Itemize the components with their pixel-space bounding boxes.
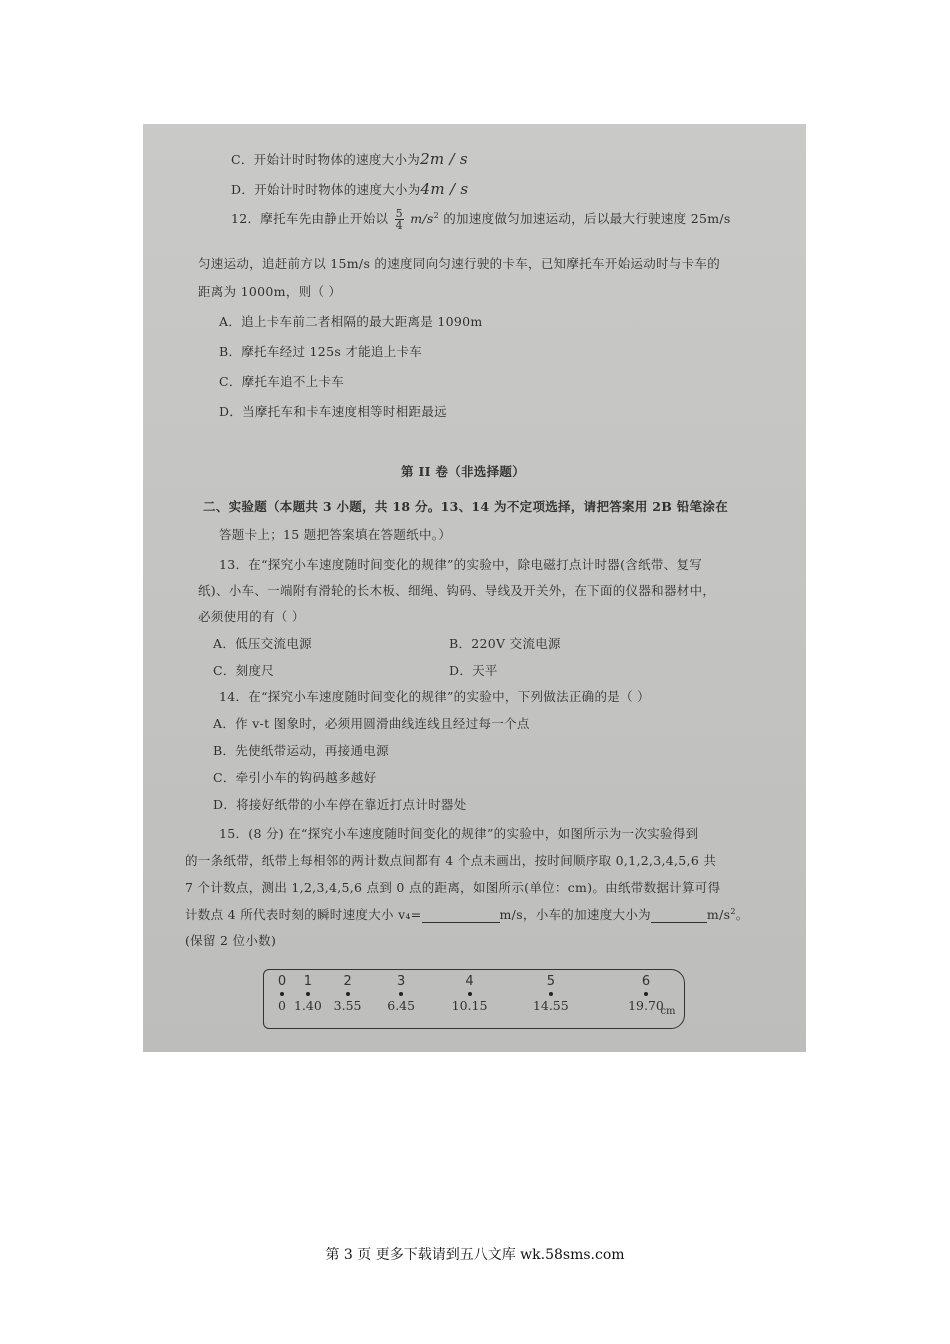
question-13-stem-line1: 13．在“探究小车速度随时间变化的规律”的实验中，除电磁打点计时器(含纸带、复写 xyxy=(219,557,703,572)
paper-tape-diagram xyxy=(263,969,685,1029)
question-11-option-d: D．开始计时时物体的速度大小为4m / s xyxy=(231,180,469,198)
section-2-instructions-line1: 二、实验题（本题共 3 小题，共 18 分。13、14 为不定项选择，请把答案用 2B 铅笔涂在 xyxy=(203,499,729,514)
question-15-stem-line1: 15．(8 分) 在“探究小车速度随时间变化的规律”的实验中，如图所示为一次实验得到 xyxy=(219,826,699,841)
answer-blank-acceleration xyxy=(651,907,707,923)
question-14-option-c: C．牵引小车的钩码越多越好 xyxy=(213,770,377,785)
tape-distance-value: 3.55 xyxy=(333,998,362,1013)
tape-point-label: 6 xyxy=(641,974,651,989)
tape-point-label: 4 xyxy=(465,974,474,989)
question-14-option-d: D．将接好纸带的小车停在靠近打点计时器处 xyxy=(213,797,467,812)
question-15-stem-line4: 计数点 4 所代表时刻的瞬时速度大小 v₄= m/s，小车的加速度大小为 $m/s^2$。 xyxy=(185,906,749,922)
tape-unit-label: cm xyxy=(660,1006,676,1017)
question-15-stem-line5: (保留 2 位小数) xyxy=(185,933,277,948)
tape-distance-value: 14.55 xyxy=(532,998,569,1013)
question-15-stem-line3: 7 个计数点，测出 1,2,3,4,5,6 点到 0 点的距离，如图所示(单位：cm)。由纸带数据计算可得 xyxy=(185,880,721,895)
tape-point-label: 2 xyxy=(343,974,352,989)
question-13-stem-line2: 纸)、小车、一端附有滑轮的长木板、细绳、钩码、导线及开关外，在下面的仪器和器材中， xyxy=(198,583,716,598)
tape-point-label: 1 xyxy=(303,974,312,989)
question-13-option-d: D．天平 xyxy=(449,663,498,678)
question-12-stem-line2: 匀速运动，追赶前方以 15m/s 的速度同向匀速行驶的卡车，已知摩托车开始运动时与卡车的 xyxy=(198,256,721,271)
question-12-stem-line1: 12．摩托车先由静止开始以 $\frac{5}{4}$ $m/s^2$ 的加速度做匀加速运动，后以最大行驶速度 25m/s xyxy=(231,207,731,232)
tape-point-label: 5 xyxy=(546,974,555,989)
question-12-stem-line3: 距离为 1000m，则（ ） xyxy=(198,284,342,299)
tape-distance-value: 19.70 xyxy=(628,998,664,1013)
question-12-option-a: A．追上卡车前二者相隔的最大距离是 1090m xyxy=(219,314,483,329)
acceleration-fraction: $\frac{5}{4}$ xyxy=(395,207,403,232)
question-13-option-b: B．220V 交流电源 xyxy=(449,636,561,651)
question-12-option-c: C．摩托车追不上卡车 xyxy=(219,374,345,389)
tape-dot xyxy=(280,992,284,996)
section-2-title: 第 II 卷（非选择题） xyxy=(401,464,525,479)
tape-distance-value: 0 xyxy=(278,998,286,1013)
question-12-option-d: D．当摩托车和卡车速度相等时相距最远 xyxy=(219,404,447,419)
tape-dot xyxy=(346,992,350,996)
tape-distance-value: 6.45 xyxy=(387,998,416,1013)
tape-dot xyxy=(468,992,472,996)
question-15-stem-line2: 的一条纸带，纸带上每相邻的两计数点间都有 4 个点未画出，按时间顺序取 0,1,2,3,4,5,6 共 xyxy=(185,853,717,868)
tape-point-label: 0 xyxy=(277,974,287,989)
tape-distance-value: 1.40 xyxy=(293,998,322,1013)
tape-distance-value: 10.15 xyxy=(451,998,488,1013)
question-13-stem-line3: 必须使用的有（ ） xyxy=(198,609,305,624)
tape-dot xyxy=(549,992,553,996)
question-13-option-c: C．刻度尺 xyxy=(213,663,275,678)
question-14-stem: 14．在“探究小车速度随时间变化的规律”的实验中，下列做法正确的是（ ） xyxy=(219,689,650,704)
tape-dot xyxy=(644,992,648,996)
question-12-option-b: B．摩托车经过 125s 才能追上卡车 xyxy=(219,344,423,359)
question-14-option-b: B．先使纸带运动，再接通电源 xyxy=(213,743,389,758)
scanned-exam-photo xyxy=(143,124,806,1052)
question-14-option-a: A．作 v-t 图象时，必须用圆滑曲线连线且经过每一个点 xyxy=(213,716,530,731)
answer-blank-v4 xyxy=(422,907,500,923)
tape-point-label: 3 xyxy=(397,974,406,989)
tape-dot xyxy=(399,992,403,996)
question-13-option-a: A．低压交流电源 xyxy=(213,636,312,651)
tape-dot xyxy=(306,992,310,996)
section-2-instructions-line2: 答题卡上；15 题把答案填在答题纸中。） xyxy=(219,527,452,542)
page-footer: 第 3 页 更多下载请到五八文库 wk.58sms.com xyxy=(325,1247,625,1263)
question-11-option-c: C．开始计时时物体的速度大小为2m / s xyxy=(231,150,468,168)
